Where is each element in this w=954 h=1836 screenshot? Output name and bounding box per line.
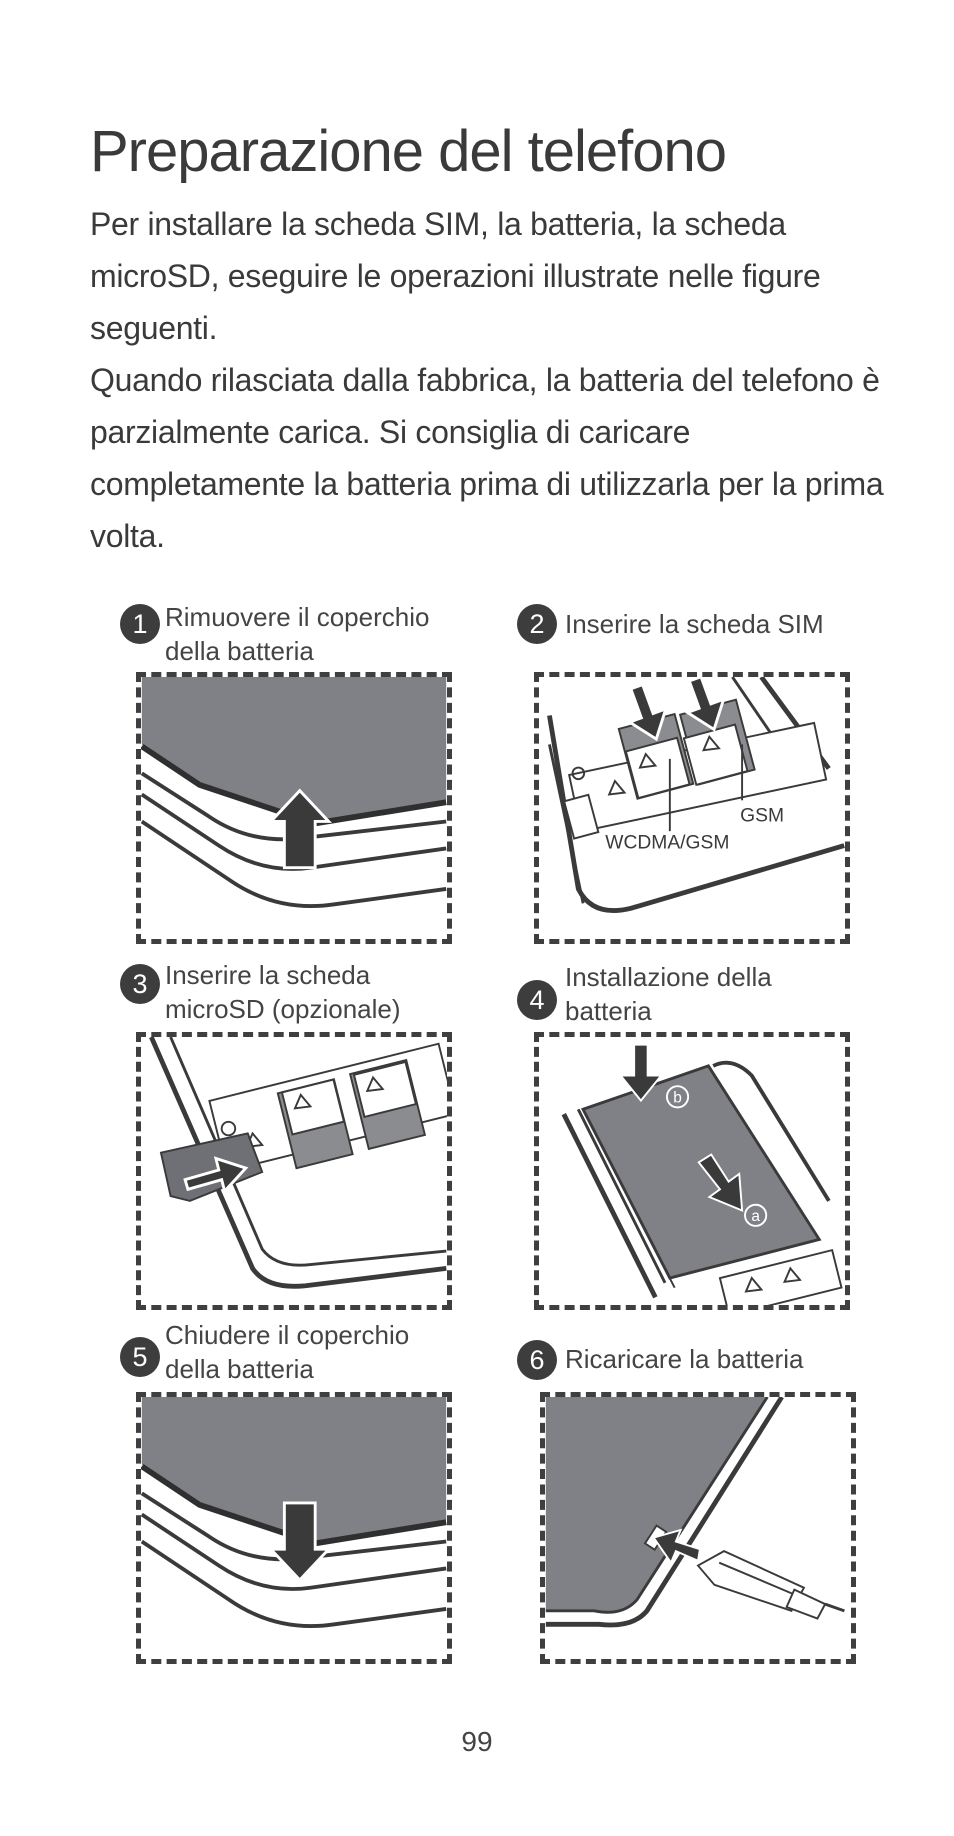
step-number-badge: 1 [120, 604, 160, 644]
step-number-badge: 2 [517, 604, 557, 644]
charging-illustration [545, 1397, 851, 1659]
step-caption: Rimuovere il coperchio della batteria [165, 602, 430, 666]
battery-illustration [539, 1037, 845, 1305]
step-number-badge: 4 [517, 980, 557, 1020]
phone-corner-illustration [141, 1397, 447, 1659]
phone-corner-illustration [141, 677, 447, 939]
step-caption: Ricaricare la batteria [565, 1344, 804, 1374]
sim-tray-illustration [539, 677, 845, 939]
step-caption: Inserire la scheda SIM [565, 609, 824, 639]
step-number-badge: 3 [120, 964, 160, 1004]
step-caption: Chiudere il coperchio della batteria [165, 1320, 410, 1384]
figure-insert-microsd [136, 1032, 452, 1310]
page-title: Preparazione del telefono [90, 119, 727, 184]
step-number-badge: 5 [120, 1337, 160, 1377]
step-caption: Installazione della batteria [565, 962, 772, 1026]
battery-note-paragraph: Quando rilasciata dalla fabbrica, la batteria del telefono è parzialmente carica. Si consiglia di caricare completamente la batteria prima di utilizzarla per la prima volta. [90, 362, 884, 554]
intro-paragraph: Per installare la scheda SIM, la batteria, la scheda microSD, eseguire le operazioni illustrate nelle figure seguenti. [90, 206, 821, 346]
figure-install-battery [534, 1032, 850, 1310]
svg-text:b: b [673, 1089, 682, 1107]
svg-text:a: a [751, 1208, 760, 1226]
figure-charge-battery [540, 1392, 856, 1664]
figure-insert-sim [534, 672, 850, 944]
gsm-label: GSM [740, 805, 785, 827]
figure-remove-cover [136, 672, 452, 944]
step-caption: Inserire la scheda microSD (opzionale) [165, 960, 401, 1024]
figure-close-cover [136, 1392, 452, 1664]
page-number: 99 [461, 1726, 493, 1757]
step-number-badge: 6 [517, 1340, 557, 1380]
microsd-slot-illustration [141, 1037, 447, 1305]
wcdma-gsm-label: WCDMA/GSM [605, 832, 730, 854]
usb-cable-icon [698, 1551, 844, 1618]
